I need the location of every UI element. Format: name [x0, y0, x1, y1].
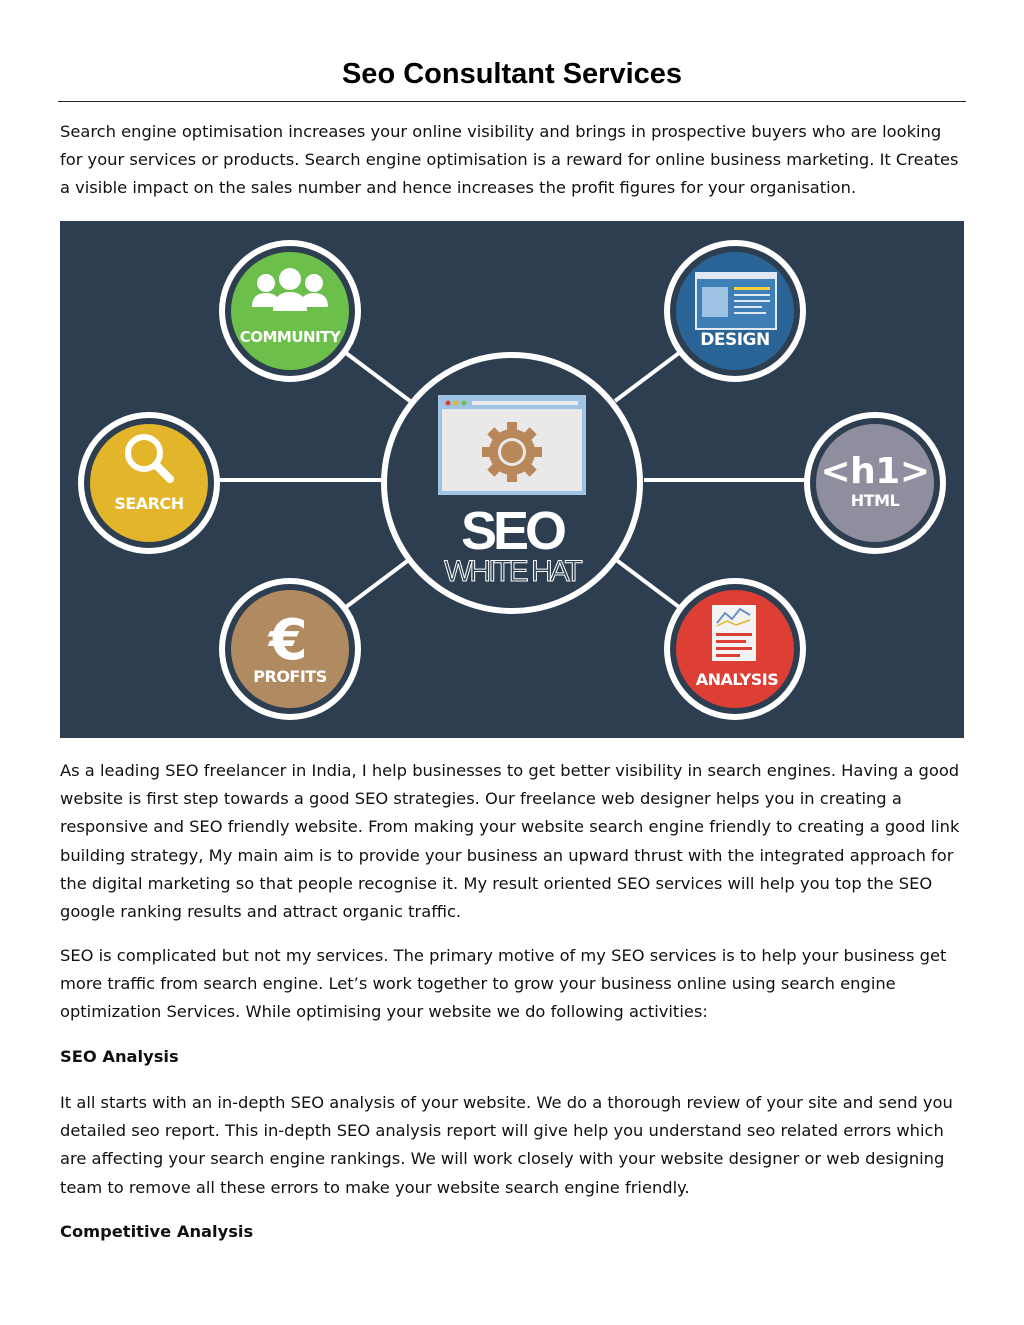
html-node — [807, 415, 943, 551]
h1-tag-icon: <h1> — [820, 451, 930, 492]
search-node — [81, 415, 217, 551]
report-icon — [712, 605, 756, 661]
page-title: Seo Consultant Services — [341, 58, 683, 90]
intro-paragraph: Search engine optimisation increases your online visibility and brings in prospective buyers who are looking for your services or products. Search engine optimisation is a reward for online business marketing. It Creates a visible impact on the sales number and hence increases the profit figures for your organisation. — [60, 122, 959, 198]
profits-label: PROFITS — [253, 667, 327, 686]
gear-icon — [482, 422, 542, 482]
community-label: COMMUNITY — [239, 328, 341, 346]
seo-infographic-svg — [60, 221, 964, 738]
center-node — [384, 355, 640, 611]
seo-center-title: SEO — [460, 501, 564, 561]
seo-analysis-heading: SEO Analysis — [60, 1047, 179, 1066]
white-hat-subtitle: WHITE HAT — [444, 555, 580, 588]
competitive-analysis-heading: Competitive Analysis — [60, 1222, 254, 1241]
profits-node — [222, 581, 358, 717]
euro-icon: € — [268, 608, 308, 673]
analysis-node — [667, 581, 803, 717]
seo-analysis-paragraph: It all starts with an in-depth SEO analysis of your website. We do a thorough review of your site and send you detailed seo report. This in-depth SEO analysis report will give help you understand seo related errors which are affecting your search engine rankings. We will work closely with your website designer or web designing team to remove all these errors to make your website search engine friendly. — [60, 1093, 953, 1197]
community-node — [222, 243, 358, 379]
motive-paragraph: SEO is complicated but not my services. The primary motive of my SEO services is to help your business get more traffic from search engine. Let’s work together to grow your business online using search engine optimization Services. While optimising your website we do following activities: — [60, 946, 947, 1022]
html-label: HTML — [850, 491, 900, 510]
services-paragraph: As a leading SEO freelancer in India, I help businesses to get better visibility in search engines. Having a good website is first step towards a good SEO strategies. Our freelance web designer helps you in creating a responsive and SEO friendly website. From making your website search engine friendly to creating a good link building strategy, My main aim is to provide your business an upward thrust with the integrated approach for the digital marketing so that people recognise it. My result oriented SEO services will help you top the SEO google ranking results and attract organic traffic. — [60, 761, 960, 922]
design-node — [667, 243, 803, 379]
web-layout-icon — [696, 273, 776, 329]
analysis-label: ANALYSIS — [695, 670, 779, 689]
seo-infographic — [60, 221, 964, 738]
title-divider — [58, 101, 966, 102]
design-label: DESIGN — [700, 330, 770, 350]
search-label: SEARCH — [114, 494, 184, 513]
people-icon — [252, 268, 328, 311]
